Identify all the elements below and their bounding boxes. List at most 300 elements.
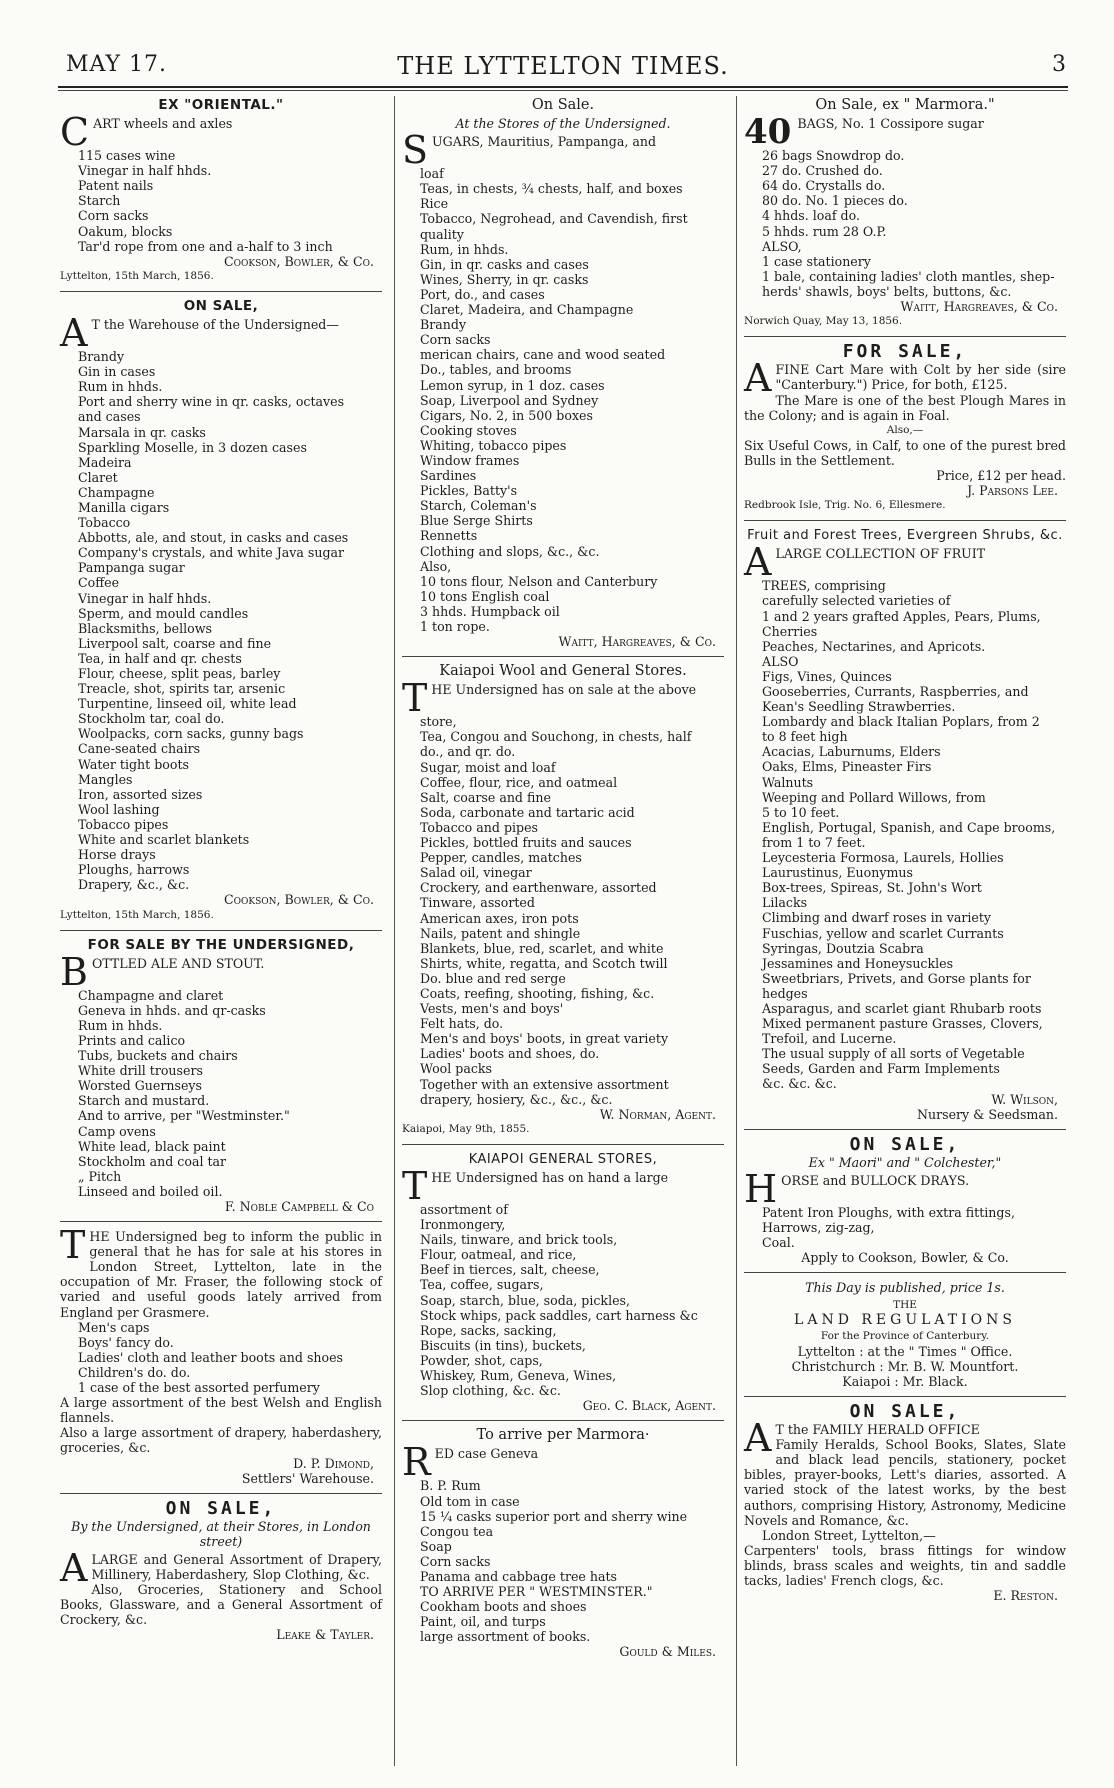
ad-signature: F. Noble Campbell & Co	[224, 1199, 374, 1214]
column-1	[60, 96, 382, 1647]
advertisement	[744, 341, 1066, 513]
list-item: Oakum, blocks	[78, 223, 173, 239]
list-item: Jessamines and Honeysuckles	[762, 955, 954, 971]
drop-cap: A	[744, 540, 772, 585]
masthead	[58, 52, 1068, 82]
ad-first-line: BAGS, No. 1 Cossipore sugar	[797, 116, 984, 132]
list-item: Stock whips, pack saddles, cart harness &c	[420, 1307, 698, 1323]
list-item: Gooseberries, Currants, Raspberries, and	[762, 684, 1029, 699]
ad-heading: FOR SALE BY THE UNDERSIGNED,	[87, 936, 355, 953]
list-item: Nails, patent and shingle	[420, 925, 581, 941]
list-item: Soap, starch, blue, soda, pickles,	[420, 1292, 631, 1308]
ad-dateline: Norwich Quay, May 13, 1856.	[744, 315, 903, 328]
ad-paragraph: The Mare is one of the best Plough Mares in the Colony; and is again in Foal.	[744, 392, 1066, 423]
ad-list	[402, 166, 724, 634]
list-item: Tobacco pipes	[78, 816, 169, 832]
advertisement	[60, 938, 382, 1215]
list-item: Stockholm and coal tar	[78, 1153, 227, 1169]
ad-heading: Kaiapoi Wool and General Stores.	[439, 663, 687, 680]
list-item: Tobacco and pipes	[420, 819, 539, 835]
list-item: Rum in hhds.	[78, 379, 163, 395]
ad-list	[60, 988, 382, 1199]
ad-signature: Waitt, Hargreaves, & Co.	[558, 634, 716, 650]
list-item: &c. &c. &c.	[762, 1076, 837, 1092]
ad-list	[744, 1205, 1066, 1250]
column-divider	[736, 96, 737, 1766]
ad-first-line: UGARS, Mauritius, Pampanga, and	[432, 134, 657, 150]
list-item: Treacle, shot, spirits tar, arsenic	[78, 681, 286, 697]
list-item: Soap, Liverpool and Sydney	[420, 392, 599, 408]
ad-separator	[402, 1420, 724, 1421]
ad-heading: On Sale.	[531, 97, 595, 113]
list-item: Corn sacks	[78, 208, 149, 224]
list-item: Manilla cigars	[78, 499, 170, 515]
ad-list	[60, 148, 382, 254]
list-item: Patent nails	[78, 178, 154, 194]
list-item: B. P. Rum	[420, 1478, 481, 1494]
list-item: Syringas, Doutzia Scabra	[762, 940, 924, 956]
list-item: Corn sacks	[420, 332, 491, 348]
list-item: Acacias, Laburnums, Elders	[762, 744, 941, 760]
list-item: Mixed permanent pasture Grasses, Clovers,	[762, 1016, 1043, 1032]
list-item: Cane-seated chairs	[78, 741, 201, 757]
issue-date: MAY 17.	[66, 52, 168, 77]
list-item: ALSO,	[762, 238, 802, 254]
list-item: Children's do. do.	[78, 1364, 191, 1380]
list-item: Powder, shot, caps,	[420, 1352, 543, 1368]
ad-separator	[402, 1144, 724, 1145]
list-item: Shirts, white, regatta, and Scotch twill	[420, 955, 668, 971]
list-item: Men's and boys' boots, in great variety	[420, 1031, 669, 1047]
ad-heading: ON SALE,	[849, 1133, 961, 1155]
drop-cap: T	[402, 676, 428, 721]
ad-first-line: ORSE and BULLOCK DRAYS.	[781, 1172, 970, 1188]
list-item: Pepper, candles, matches	[420, 850, 582, 866]
list-item: Lombardy and black Italian Poplars, from 2	[762, 714, 1040, 730]
list-item: Sperm, and mould candles	[78, 605, 249, 621]
list-item: Blacksmiths, bellows	[78, 620, 212, 636]
list-item: Abbotts, ale, and stout, in casks and cases	[78, 530, 349, 546]
list-item: carefully selected varieties of	[762, 593, 951, 609]
list-item: Salad oil, vinegar	[420, 865, 532, 881]
list-item: Sweetbriars, Privets, and Gorse plants for	[762, 970, 1031, 986]
list-item: 64 do. Crystalls do.	[762, 178, 886, 194]
advertisement	[402, 98, 724, 649]
ad-signature: Geo. C. Black, Agent.	[582, 1398, 716, 1414]
drop-cap: C	[60, 110, 90, 155]
list-item: Corn sacks	[420, 1553, 491, 1569]
list-item: Trefoil, and Lucerne.	[762, 1031, 897, 1047]
list-item: „ Pitch	[78, 1168, 122, 1184]
ad-text: Also,—	[886, 423, 924, 436]
list-item: White and scarlet blankets	[78, 832, 250, 848]
list-item: Sardines	[420, 468, 477, 484]
list-item: White drill trousers	[78, 1063, 203, 1079]
drop-cap: B	[60, 949, 88, 994]
advertisement	[60, 1223, 382, 1486]
ad-separator	[744, 520, 1066, 521]
advertisement	[744, 1400, 1066, 1604]
ad-list	[60, 349, 382, 892]
drop-cap: A	[60, 1545, 88, 1590]
ad-first-line: LARGE COLLECTION OF FRUIT	[775, 546, 986, 562]
list-item: Cookham boots and shoes	[420, 1599, 587, 1615]
list-item: herds' shawls, boys' belts, buttons, &c.	[762, 283, 1012, 299]
list-item: Company's crystals, and white Java sugar	[78, 545, 345, 561]
list-item: Soap	[420, 1538, 452, 1554]
advertisement	[60, 299, 382, 923]
list-item: Christchurch : Mr. B. W. Mountfort.	[791, 1358, 1019, 1374]
list-item: Asparagus, and scarlet giant Rhubarb roots	[762, 1000, 1042, 1016]
list-item: Tea, in half and qr. chests	[78, 650, 242, 666]
list-item: Coffee, flour, rice, and oatmeal	[420, 774, 618, 790]
ad-list	[402, 1202, 724, 1398]
ad-paragraph: Family Heralds, School Books, Slates, Slate and black lead pencils, stationery, pocket bibles, prayer-books, Lett's diaries, assorted. A varied stock of the latest works, by the best authors, comprising History, Astronomy, Medicine Novels and Romance, &c.	[744, 1437, 1066, 1528]
list-item: Ladies' boots and shoes, do.	[420, 1046, 600, 1062]
list-item: 10 tons English coal	[420, 588, 550, 604]
list-item: quality	[420, 226, 464, 242]
ad-heading: Fruit and Forest Trees, Evergreen Shrubs, &c.	[747, 528, 1063, 544]
list-item: 1 bale, containing ladies' cloth mantles, shep-	[762, 268, 1055, 284]
advertisement	[60, 1497, 382, 1643]
list-item: drapery, hosiery, &c., &c., &c.	[420, 1091, 613, 1107]
advertisement	[60, 98, 382, 284]
list-item: TO ARRIVE PER " WESTMINSTER."	[420, 1584, 653, 1600]
ad-price: Price, £12 per head.	[936, 467, 1066, 483]
list-item: Together with an extensive assortment	[420, 1076, 669, 1092]
list-item: 1 and 2 years grafted Apples, Pears, Plums,	[762, 608, 1041, 624]
list-item: Ladies' cloth and leather boots and shoes	[78, 1349, 344, 1365]
header-rule-thin	[58, 90, 1068, 91]
list-item: Drapery, &c., &c.	[78, 877, 190, 893]
list-item: Also,	[420, 558, 452, 574]
list-item: Teas, in chests, ¾ chests, half, and boxes	[420, 181, 683, 197]
list-item: Sparkling Moselle, in 3 dozen cases	[78, 439, 307, 455]
list-item: Oaks, Elms, Pineaster Firs	[762, 759, 932, 775]
ad-list	[744, 148, 1066, 299]
ad-heading: ON SALE,	[849, 1400, 961, 1422]
ad-subheading: Ex " Maori" and " Colchester,"	[808, 1154, 1002, 1170]
advertisement	[402, 1152, 724, 1413]
list-item: Coats, reefing, shooting, fishing, &c.	[420, 985, 655, 1001]
list-item: Iron, assorted sizes	[78, 786, 203, 802]
list-item: Flour, oatmeal, and rice,	[420, 1247, 577, 1263]
ad-separator	[744, 336, 1066, 337]
list-item: Champagne and claret	[78, 987, 224, 1003]
ad-paragraph: A large assortment of the best Welsh and English flannels.	[60, 1395, 382, 1426]
list-item: Soda, carbonate and tartaric acid	[420, 804, 635, 820]
list-item: The usual supply of all sorts of Vegetable	[762, 1046, 1025, 1062]
advertisement	[744, 528, 1066, 1121]
list-item: Starch, Coleman's	[420, 498, 537, 514]
list-item: Tubs, buckets and chairs	[78, 1048, 238, 1064]
list-item: Claret, Madeira, and Champagne	[420, 302, 634, 318]
ad-paragraph: HE Undersigned beg to inform the public in general that he has for sale at his stores in London Street, Lyttelton, late in the occupation of Mr. Fraser, the following stock of varied and useful goods lately arrived from England per Grasmere.	[60, 1229, 382, 1320]
newspaper-title: THE LYTTELTON TIMES.	[397, 52, 729, 80]
ad-paragraph: Carpenters' tools, brass fittings for window blinds, brass scales and weights, tin and saddle tacks, ladies' French clogs, &c.	[744, 1542, 1066, 1588]
list-item: Rope, sacks, sacking,	[420, 1322, 557, 1338]
ad-text: THE	[893, 1299, 917, 1312]
list-item: Gin, in qr. casks and cases	[420, 256, 589, 272]
ad-list	[744, 1344, 1066, 1389]
list-item: 5 to 10 feet.	[762, 804, 840, 820]
list-item: Nails, tinware, and brick tools,	[420, 1232, 618, 1248]
ad-signature: Leake & Tayler.	[276, 1627, 374, 1643]
advertisement	[744, 1280, 1066, 1389]
list-item: Geneva in hhds. and qr-casks	[78, 1002, 266, 1018]
column-2	[402, 96, 724, 1664]
ad-heading: EX "ORIENTAL."	[158, 97, 284, 113]
ad-first-line: HE Undersigned has on sale at the above	[431, 682, 697, 698]
ad-subheading: At the Stores of the Undersigned.	[455, 116, 671, 132]
ad-paragraph: Also a large assortment of drapery, haberdashery, groceries, &c.	[60, 1425, 382, 1456]
list-item: 1 case stationery	[762, 253, 871, 269]
drop-cap: T	[402, 1164, 428, 1208]
list-item: store,	[420, 714, 457, 730]
list-item: Slop clothing, &c. &c.	[420, 1383, 561, 1399]
list-item: Rice	[420, 196, 449, 212]
list-item: Woolpacks, corn sacks, gunny bags	[78, 726, 304, 742]
ad-separator	[60, 291, 382, 292]
list-item: 26 bags Snowdrop do.	[762, 148, 905, 164]
list-item: Tea, coffee, sugars,	[420, 1277, 544, 1293]
drop-cap: R	[402, 1440, 431, 1485]
ad-separator	[60, 1493, 382, 1494]
column-3	[744, 96, 1066, 1607]
list-item: Turpentine, linseed oil, white lead	[78, 696, 297, 712]
list-item: Brandy	[420, 317, 467, 333]
advertisement	[744, 98, 1066, 329]
list-item: assortment of	[420, 1202, 508, 1217]
list-item: Flour, cheese, split peas, barley	[78, 666, 281, 681]
list-item: Panama and cabbage tree hats	[420, 1568, 618, 1584]
list-item: Congou tea	[420, 1523, 494, 1539]
ad-dateline: Lyttelton, 15th March, 1856.	[60, 908, 214, 921]
ad-heading: To arrive per Marmora·	[476, 1427, 650, 1444]
list-item: Old tom in case	[420, 1493, 520, 1509]
list-item: Kaiapoi : Mr. Black.	[842, 1373, 968, 1389]
ad-list	[60, 1320, 382, 1395]
list-item: 10 tons flour, Nelson and Canterbury	[420, 573, 658, 589]
header-rule	[58, 86, 1068, 88]
ad-dateline: Lyttelton, 15th March, 1856.	[60, 269, 214, 282]
list-item: Claret	[78, 469, 118, 485]
list-item: Champagne	[78, 484, 155, 500]
list-item: Port and sherry wine in qr. casks, octaves	[78, 394, 345, 410]
ad-signature: J. Parsons Lee.	[967, 483, 1058, 499]
list-item: Sugar, moist and loaf	[420, 759, 556, 775]
list-item: Biscuits (in tins), buckets,	[420, 1337, 586, 1353]
ad-paragraph: Six Useful Cows, in Calf, to one of the purest bred Bulls in the Settlement.	[744, 437, 1066, 468]
ad-list	[402, 1478, 724, 1644]
list-item: Marsala in qr. casks	[78, 424, 206, 440]
list-item: Cigars, No. 2, in 500 boxes	[420, 407, 593, 423]
list-item: Seeds, Garden and Farm Implements	[762, 1061, 1000, 1077]
ad-signature: E. Reston.	[993, 1588, 1058, 1604]
column-divider	[394, 96, 395, 1766]
list-item: Tobacco, Negrohead, and Cavendish, first	[420, 211, 688, 227]
drop-cap: A	[744, 356, 772, 401]
list-item: Ironmongery,	[420, 1217, 506, 1233]
ad-signature: Cookson, Bowler, & Co.	[224, 892, 374, 908]
ad-first-line: HE Undersigned has on hand a large	[431, 1170, 669, 1185]
list-item: Vinegar in half hhds.	[78, 163, 212, 179]
ad-heading: KAIAPOI GENERAL STORES,	[468, 1151, 658, 1167]
list-item: English, Portugal, Spanish, and Cape brooms,	[762, 819, 1056, 835]
ad-separator	[402, 656, 724, 657]
list-item: Starch	[78, 193, 121, 209]
list-item: Blankets, blue, red, scarlet, and white	[420, 940, 664, 956]
list-item: Vinegar in half hhds.	[78, 590, 212, 606]
ad-dateline: Kaiapoi, May 9th, 1855.	[402, 1122, 530, 1135]
list-item: large assortment of books.	[420, 1629, 591, 1645]
list-item: Blue Serge Shirts	[420, 513, 533, 529]
list-item: Mangles	[78, 771, 133, 787]
list-item: White lead, black paint	[78, 1138, 226, 1154]
list-item: 5 hhds. rum 28 O.P.	[762, 223, 887, 239]
ad-signature: D. P. Dimond,	[293, 1455, 374, 1471]
list-item: to 8 feet high	[762, 729, 848, 745]
list-item: Gin in cases	[78, 364, 156, 380]
list-item: Whiskey, Rum, Geneva, Wines,	[420, 1368, 617, 1384]
list-item: Camp ovens	[78, 1123, 156, 1139]
list-item: Do. blue and red serge	[420, 970, 566, 986]
list-item: Window frames	[420, 452, 520, 468]
list-item: Cooking stoves	[420, 422, 517, 438]
list-item: Climbing and dwarf roses in variety	[762, 910, 992, 926]
list-item: merican chairs, cane and wood seated	[420, 347, 666, 363]
list-item: 4 hhds. loaf do.	[762, 208, 860, 224]
list-item: Walnuts	[762, 774, 814, 790]
list-item: ALSO	[762, 653, 799, 669]
list-item: Lilacks	[762, 895, 808, 911]
list-item: Madeira	[78, 454, 132, 470]
list-item: from 1 to 7 feet.	[762, 834, 866, 850]
ad-signature: W. Norman, Agent.	[599, 1106, 716, 1122]
ad-list	[744, 578, 1066, 1091]
list-item: Liverpool salt, coarse and fine	[78, 635, 272, 651]
ad-first-line: ED case Geneva	[434, 1446, 539, 1462]
ad-list	[402, 714, 724, 1106]
list-item: Box-trees, Spireas, St. John's Wort	[762, 880, 982, 896]
ad-title: LAND REGULATIONS	[794, 1312, 1016, 1329]
list-item: 15 ¼ casks superior port and sherry wine	[420, 1508, 688, 1524]
ad-paragraph: LARGE and General Assortment of Drapery, Millinery, Haberdashery, Slop Clothing, &c.	[91, 1551, 382, 1583]
list-item: 1 case of the best assorted perfumery	[78, 1380, 320, 1396]
advertisement	[402, 664, 724, 1137]
list-item: Tar'd rope from one and a-half to 3 inch	[78, 238, 333, 254]
list-item: Ploughs, harrows	[78, 862, 190, 878]
ad-first-line: ART wheels and axles	[93, 116, 233, 132]
list-item: Figs, Vines, Quinces	[762, 668, 892, 684]
list-item: 80 do. No. 1 pieces do.	[762, 193, 908, 209]
ad-paragraph: FINE Cart Mare with Colt by her side (sire "Canterbury.") Price, for both, £125.	[775, 362, 1066, 393]
drop-cap: T	[60, 1223, 86, 1268]
ad-signature: Settlers' Warehouse.	[241, 1470, 374, 1486]
ad-heading: FOR SALE,	[842, 341, 968, 363]
list-item: 3 hhds. Humpback oil	[420, 603, 560, 619]
list-item: Paint, oil, and turps	[420, 1614, 546, 1630]
list-item: 27 do. Crushed do.	[762, 163, 883, 179]
list-item: Tea, Congou and Souchong, in chests, half	[420, 729, 692, 745]
list-item: Peaches, Nectarines, and Apricots.	[762, 638, 986, 654]
list-item: Pampanga sugar	[78, 560, 185, 576]
drop-cap: H	[744, 1166, 778, 1211]
list-item: Vests, men's and boys'	[420, 1001, 564, 1017]
list-item: Boys' fancy do.	[78, 1334, 174, 1350]
page-number: 3	[1052, 52, 1066, 77]
ad-heading: ON SALE,	[183, 297, 259, 314]
list-item: Lemon syrup, in 1 doz. cases	[420, 377, 605, 393]
list-item: 1 ton rope.	[420, 619, 490, 634]
ad-signature: Waitt, Hargreaves, & Co.	[900, 299, 1058, 315]
ad-signature: Cookson, Bowler, & Co.	[224, 253, 374, 269]
ad-number: 40	[744, 112, 792, 153]
list-item: Clothing and slops, &c., &c.	[420, 543, 600, 559]
list-item: loaf	[420, 166, 444, 182]
list-item: Rum in hhds.	[78, 1017, 163, 1033]
list-item: Prints and calico	[78, 1032, 186, 1048]
list-item: American axes, iron pots	[420, 910, 579, 926]
advertisement	[402, 1428, 724, 1659]
ad-heading: On Sale, ex " Marmora."	[815, 97, 995, 113]
ad-separator	[744, 1129, 1066, 1130]
list-item: Wines, Sherry, in qr. casks	[420, 271, 589, 287]
list-item: Pickles, Batty's	[420, 483, 518, 499]
list-item: Tobacco	[78, 515, 131, 531]
ad-first-line: T the Warehouse of the Undersigned—	[91, 317, 339, 333]
drop-cap: A	[60, 311, 88, 356]
list-item: Coal.	[762, 1235, 795, 1251]
list-item: Felt hats, do.	[420, 1016, 504, 1032]
list-item: Beef in tierces, salt, cheese,	[420, 1262, 600, 1278]
list-item: 115 cases wine	[78, 148, 176, 164]
list-item: Horse drays	[78, 847, 156, 863]
list-item: Brandy	[78, 349, 125, 365]
list-item: Kean's Seedling Strawberries.	[762, 699, 956, 715]
list-item: Worsted Guernseys	[78, 1078, 202, 1094]
list-item: Rennetts	[420, 528, 478, 544]
advertisement	[744, 1133, 1066, 1266]
list-item: Salt, coarse and fine	[420, 789, 551, 805]
list-item: and cases	[78, 409, 141, 425]
list-item: Do., tables, and brooms	[420, 362, 572, 378]
list-item: Stockholm tar, coal do.	[78, 711, 225, 727]
list-item: Starch and mustard.	[78, 1093, 210, 1109]
list-item: Cherries	[762, 623, 818, 639]
ad-list	[744, 1528, 1066, 1543]
list-item: Lyttelton : at the " Times " Office.	[797, 1343, 1013, 1359]
list-item: Wool lashing	[78, 801, 160, 817]
list-item: Patent Iron Ploughs, with extra fittings,	[762, 1204, 1015, 1220]
list-item: Water tight boots	[78, 756, 189, 772]
list-item: Port, do., and cases	[420, 286, 545, 302]
ad-heading: ON SALE,	[165, 1497, 277, 1519]
ad-dateline: Redbrook Isle, Trig. No. 6, Ellesmere.	[744, 499, 946, 512]
list-item: Linseed and boiled oil.	[78, 1183, 223, 1199]
ad-separator	[60, 1221, 382, 1222]
ad-subheading: By the Undersigned, at their Stores, in London street)	[71, 1518, 371, 1549]
list-item: And to arrive, per "Westminster."	[78, 1108, 290, 1124]
list-item: Whiting, tobacco pipes	[420, 437, 567, 453]
ad-first-line: OTTLED ALE AND STOUT.	[91, 955, 265, 971]
ad-signature: W. Wilson,	[991, 1091, 1058, 1107]
ad-text: For the Province of Canterbury.	[820, 1329, 990, 1342]
list-item: Coffee	[78, 575, 120, 591]
list-item: Pickles, bottled fruits and sauces	[420, 835, 632, 851]
ad-first-line: T the FAMILY HERALD OFFICE	[775, 1422, 980, 1438]
list-item: Men's caps	[78, 1319, 150, 1335]
